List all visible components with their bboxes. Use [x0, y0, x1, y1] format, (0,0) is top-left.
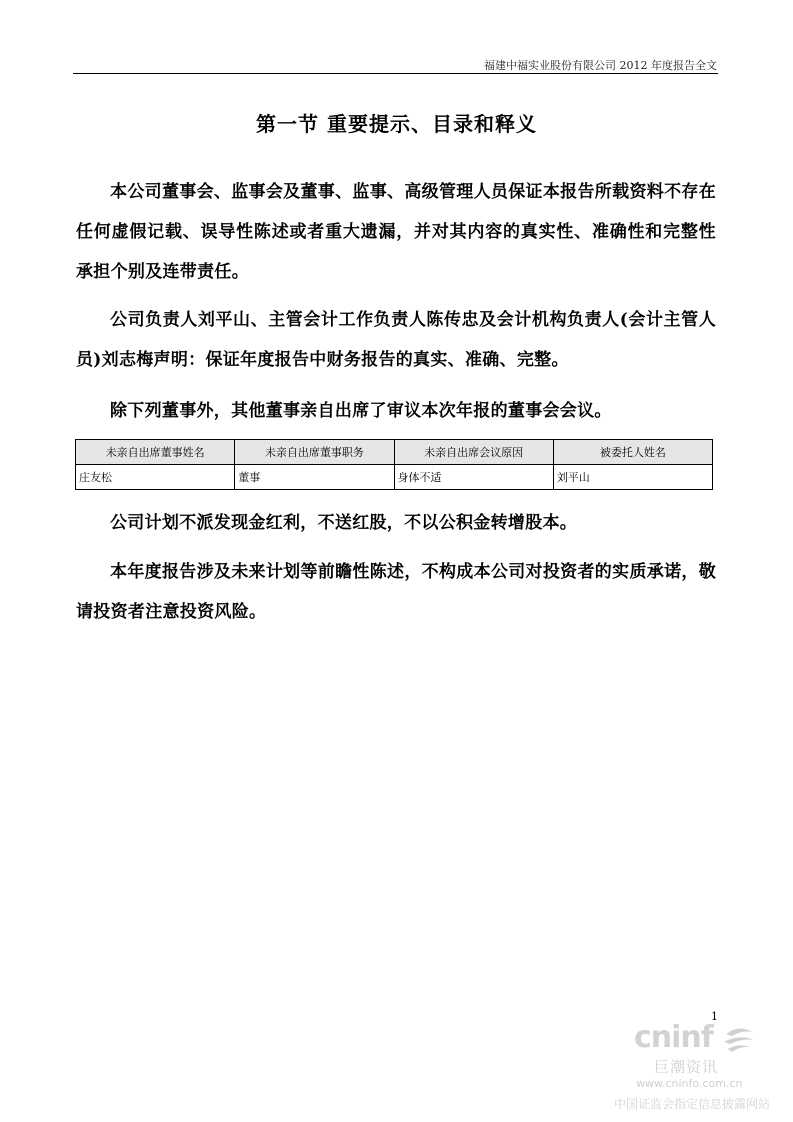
paragraph-absent-directors: 除下列董事外，其他董事亲自出席了审议本次年报的董事会会议。 — [110, 401, 612, 421]
absent-directors-table — [75, 439, 713, 490]
table-header-cell: 未亲自出席董事职务 — [235, 440, 394, 465]
paragraph-board-guarantee: 本公司董事会、监事会及董事、监事、高级管理人员保证本报告所载资料不存在任何虚假记载、误导性陈述或者重大遗漏，并对其内容的真实性、准确性和完整性承担个别及连带责任。 — [76, 182, 716, 282]
header-rule — [73, 73, 718, 74]
paragraph-responsible-statement: 公司负责人刘平山、主管会计工作负责人陈传忠及会计机构负责人(会计主管人员)刘志梅声明：保证年度报告中财务报告的真实、准确、完整。 — [76, 310, 716, 370]
table-header-cell: 被委托人姓名 — [553, 440, 712, 465]
page-number: 1 — [711, 1010, 718, 1023]
watermark-footer: 中国证监会指定信息披露网站 — [614, 1097, 771, 1111]
watermark-url: www.cninfo.com.cn — [636, 1077, 743, 1090]
watermark-cn-name: 巨潮资讯 — [654, 1058, 719, 1076]
table-cell: 身体不适 — [394, 465, 553, 490]
table-cell: 庄友松 — [76, 465, 235, 490]
paragraph-forward-looking: 本年度报告涉及未来计划等前瞻性陈述，不构成本公司对投资者的实质承诺，敬请投资者注意投资风险。 — [76, 562, 716, 622]
watermark-brand: cninf — [634, 1020, 713, 1055]
table-header-cell: 未亲自出席会议原因 — [394, 440, 553, 465]
table-header-row — [76, 440, 713, 465]
table-header-cell: 未亲自出席董事姓名 — [76, 440, 235, 465]
cninfo-swirl-logo-icon — [722, 1024, 756, 1058]
paragraph-dividend-plan: 公司计划不派发现金红利，不送红股，不以公积金转增股本。 — [110, 513, 578, 533]
table-cell: 刘平山 — [553, 465, 712, 490]
document-header: 福建中福实业股份有限公司 2012 年度报告全文 — [484, 59, 717, 72]
table-cell: 董事 — [235, 465, 394, 490]
section-title: 第一节 重要提示、目录和释义 — [256, 112, 537, 136]
table-row — [76, 465, 713, 490]
